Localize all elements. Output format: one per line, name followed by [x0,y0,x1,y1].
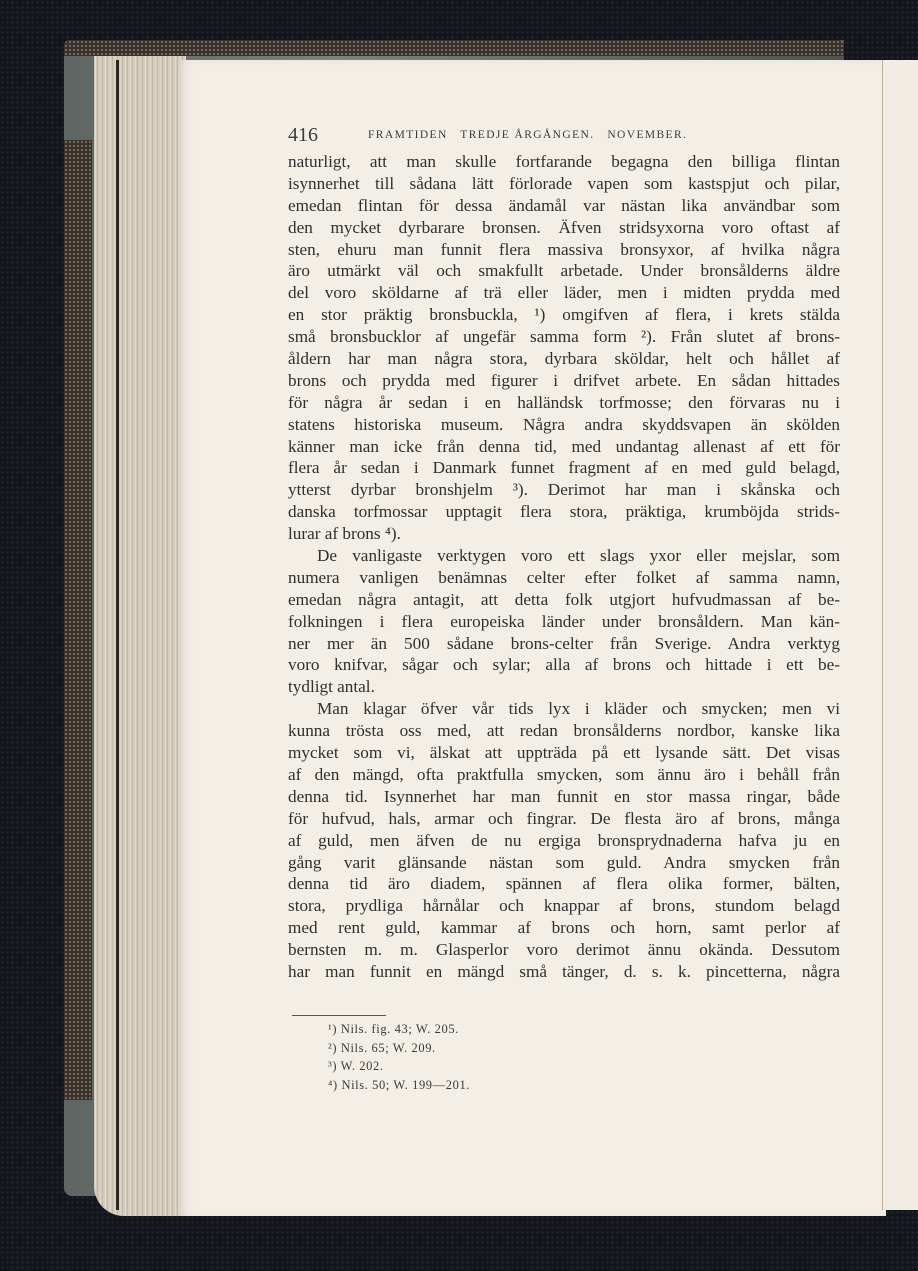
text-line: danska torfmossar upptagit flera stora, präktiga, krumböjda strids- [288,502,840,522]
footnote-rule [292,1015,386,1016]
text-line: naturligt, att man skulle fortfarande begagna den billiga flintan [288,152,840,171]
text-line: emedan flintan för dessa ändamål var nästan lika användbar som [288,195,840,215]
text-line: en stor präktig bronsbuckla, ¹) omgifven af flera, i krets stälda [288,305,840,325]
text-line: ytterst dyrbar bronshjelm ³). Derimot har man i skånska och [288,480,840,500]
text-line: den mycket dyrbarare bronsen. Äfven stridsyxorna voro oftast af [288,217,840,237]
text-line: folkningen i flera europeiska länder under bronsåldern. Man kän- [288,611,840,631]
text-line: bernsten m. m. Glasperlor voro derimot ännu okända. Dessutom [288,940,840,960]
text-line: stora, prydliga hårnålar och knappar af brons, stundom belagd [288,896,840,916]
text-line: De vanligaste verktygen voro ett slags yxor eller mejslar, som [317,546,840,566]
text-line: ner mer än 500 sådane brons-celter från Sverige. Andra verktyg [288,633,840,653]
page-number: 416 [288,124,318,146]
text-line: små bronsbucklor af ungefär samma form ²). Från slutet af brons- [288,327,840,347]
text-line: med rent guld, kammar af brons och horn, samt perlor af [288,918,840,938]
text-line: denna tid äro diadem, spännen af flera olika former, bälten, [288,874,840,894]
footnote: ¹) Nils. fig. 43; W. 205. [328,1022,459,1036]
text-line: Man klagar öfver vår tids lyx i kläder och smycken; men vi [317,699,840,719]
footnote: ²) Nils. 65; W. 209. [328,1040,436,1055]
text-line: af den mängd, ofta praktfulla smycken, som ännu äro i behåll från [288,764,840,784]
text-line: för några år sedan i en halländsk torfmosse; den förvaras nu i [288,392,840,412]
text-line: sten, ehuru man funnit flera massiva bronsyxor, af hvilka några [288,239,840,259]
footnotes [328,1020,470,1094]
text-line: för hufvud, hals, armar och fingrar. De flesta äro af brons, många [288,808,840,828]
running-head [288,124,848,148]
footnote: ⁴) Nils. 50; W. 199—201. [328,1077,471,1092]
book-cover-top-edge [64,40,844,56]
text-line: äro utmärkt väl och smakfullt arbetade. Under bronsålderns äldre [288,261,840,281]
text-line: mycket som vi, älskat att uppträda på ett lysande sätt. Det visas [288,743,840,763]
facing-page-edge [882,60,918,1210]
text-line: känner man icke från denna tid, med undantag allenast af ett för [288,436,840,456]
text-line: voro knifvar, sågar och sylar; alla af brons och hittade i ett be- [288,655,840,675]
text-line: lurar af brons ⁴). [288,524,401,544]
text-line: emedan några antagit, att detta folk utgjort hufvudmassan af be- [288,589,840,609]
text-line: har man funnit en mängd små tänger, d. s. k. pincetterna, några [288,961,840,981]
body-text [288,151,840,983]
page-edges [94,56,186,1216]
page-edge-shadow [116,60,119,1210]
text-line: tydligt antal. [288,677,375,697]
text-line: numera vanligen benämnas celter efter folket af samma namn, [288,567,840,587]
text-line: åldern har man några stora, dyrbara sköldar, helt och hållet af [288,349,840,369]
text-line: denna tid. Isynnerhet har man funnit en stor massa ringar, både [288,786,840,806]
book-cover-corner [64,140,92,1100]
text-line: af guld, men äfven de nu ergiga bronsprydnaderna hafva ju en [288,830,840,850]
text-line: gång varit glänsande nästan som guld. Andra smycken från [288,852,840,872]
text-line: brons och prydda med figurer i drifvet arbete. En sådan hittades [288,370,840,390]
running-title: FRAMTIDEN TREDJE ÅRGÅNGEN. NOVEMBER. [368,129,688,141]
footnote: ³) W. 202. [328,1059,384,1074]
text-line: flera år sedan i Danmark funnet fragment af en med guld belagd, [288,458,840,478]
text-line: statens historiska museum. Några andra skyddsvapen än skölden [288,414,840,434]
text-line: kunna trösta oss med, att redan bronsålderns nordbor, kanske lika [288,721,840,741]
text-line: isynnerhet till sådana lätt förlorade vapen som kastspjut och pilar, [288,173,840,193]
text-line: del voro sköldarne af trä eller läder, men i midten prydda med [288,283,840,303]
